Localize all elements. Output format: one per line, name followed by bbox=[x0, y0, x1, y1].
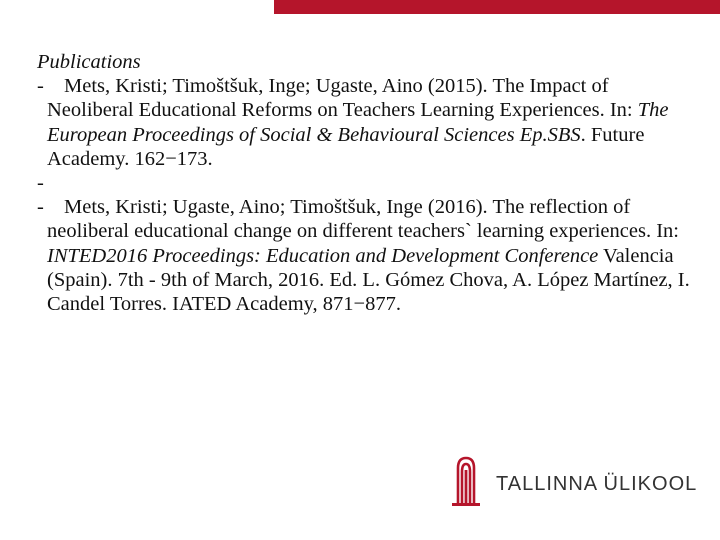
publications-content bbox=[37, 50, 697, 316]
entry-1-tail: . Future Academy. 162−173. bbox=[47, 123, 645, 170]
publication-entry-1 bbox=[37, 74, 697, 171]
logo-emblem-icon bbox=[448, 452, 484, 512]
list-dash: - bbox=[37, 172, 44, 195]
list-dash: - bbox=[37, 75, 44, 98]
logo-wordmark: TALLINNA ÜLIKOOL bbox=[496, 473, 698, 495]
entry-2-citation: Mets, Kristi; Ugaste, Aino; Timoštšuk, Inge (2016). The reflection of neoliberal educational change on different teachers` learning experiences. In: bbox=[47, 196, 679, 243]
entry-1-venue: The European Proceedings of Social & Behavioural Sciences Ep.SBS bbox=[47, 99, 669, 146]
empty-list-item bbox=[37, 171, 697, 195]
university-logo bbox=[448, 452, 720, 512]
entry-2-tail: Valencia (Spain). 7th - 9th of March, 2016. Ed. L. Gómez Chova, A. López Martínez, I. Candel Torres. IATED Academy, 871−877. bbox=[47, 244, 690, 316]
entry-1-citation: Mets, Kristi; Timoštšuk, Inge; Ugaste, Aino (2015). The Impact of Neoliberal Educational Reforms on Teachers Learning Experiences. In: bbox=[47, 75, 638, 122]
publications-heading: Publications bbox=[37, 51, 141, 73]
entry-2-venue: INTED2016 Proceedings: Education and Development Conference bbox=[47, 244, 599, 267]
list-dash: - bbox=[37, 196, 44, 219]
publication-entry-2 bbox=[37, 195, 697, 316]
top-accent-bar bbox=[274, 0, 720, 14]
